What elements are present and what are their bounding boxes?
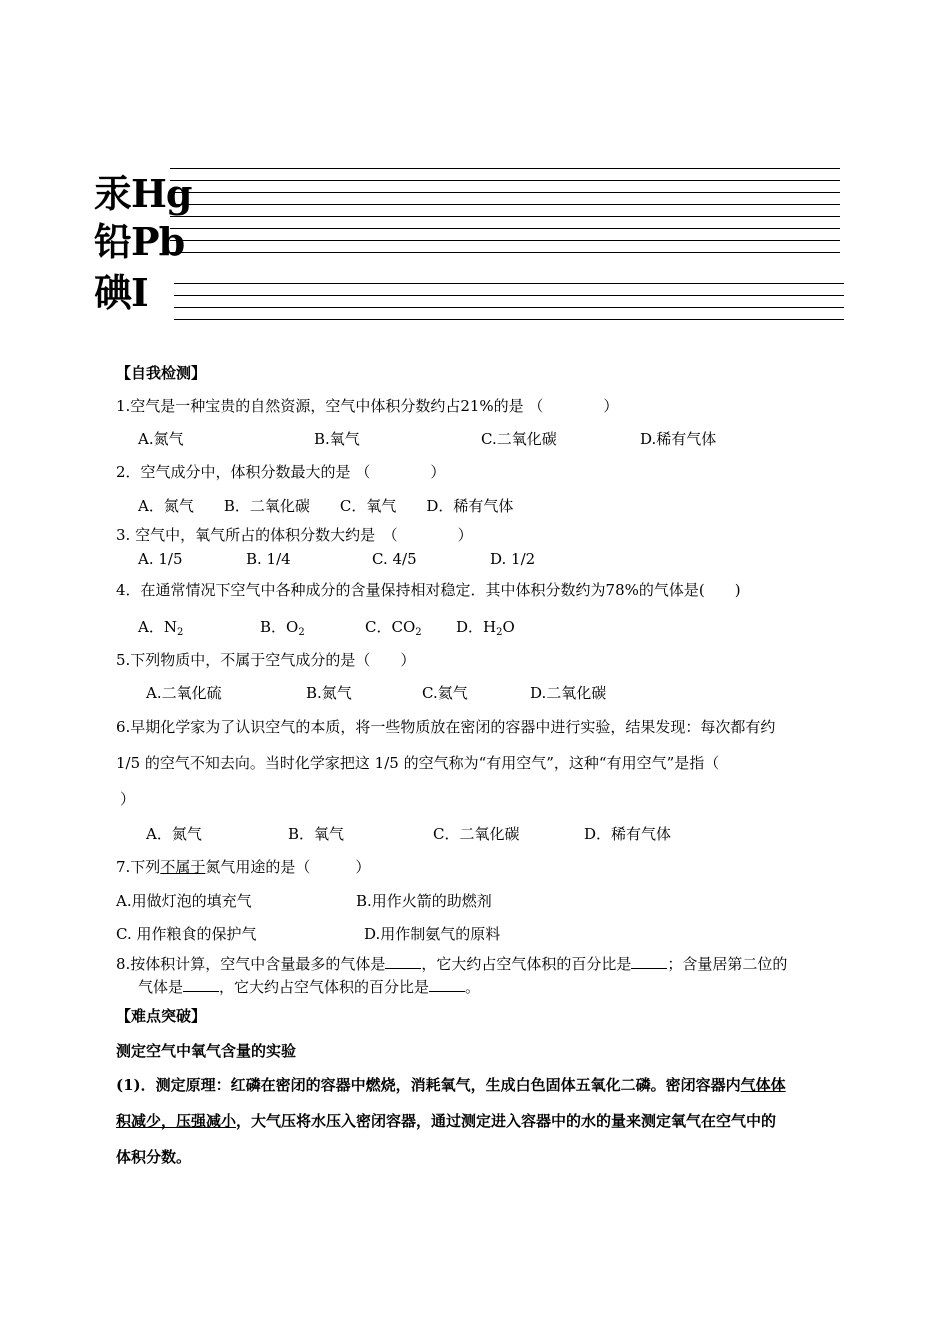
element-mercury-symbol: Hg (131, 171, 192, 216)
element-lead-symbol: Pb (131, 219, 185, 264)
difficulty-heading: 【难点突破】 (116, 1007, 207, 1025)
q4-option-d: D．$H_2O$ (456, 618, 515, 638)
element-mercury (94, 163, 192, 218)
q3-option-c: C. 4/5 (372, 550, 417, 568)
fill-blank[interactable] (183, 977, 219, 992)
writing-line (170, 192, 840, 193)
element-lead-cn: 铅 (94, 219, 132, 264)
writing-line (170, 204, 840, 205)
writing-line (174, 283, 844, 284)
q4-stem: 4．在通常情况下空气中各种成分的含量保持相对稳定．其中体积分数约为78%的气体是( ) (116, 581, 741, 599)
q6-option-d: D．稀有气体 (584, 825, 672, 843)
fill-blank[interactable] (631, 954, 667, 969)
q4-option-a: A．$N_2$ (138, 618, 184, 638)
q6-option-c: C．二氧化碳 (433, 825, 520, 843)
element-mercury-cn: 汞 (94, 171, 132, 216)
fill-blank[interactable] (385, 954, 421, 969)
q2-stem: 2．空气成分中，体积分数最大的是 （ ） (116, 463, 446, 481)
q1-option-c: C.二氧化碳 (481, 430, 557, 448)
q6-line3: ） (120, 790, 136, 808)
writing-line (174, 295, 844, 296)
q4-option-c: C．$CO_2$ (365, 618, 422, 638)
q8-line2: 气体是 ，它大约占空气体积的百分比是 。 (138, 978, 481, 996)
self-check-heading: 【自我检测】 (116, 364, 207, 382)
q1-option-d: D.稀有气体 (640, 430, 717, 448)
q1-option-b: B.氧气 (314, 430, 360, 448)
q5-option-b: B.氮气 (306, 684, 352, 702)
writing-line (170, 252, 840, 253)
q7-option-b: B.用作火箭的助燃剂 (356, 892, 492, 910)
q6-line2: 1/5 的空气不知去向。当时化学家把这 1/5 的空气称为“有用空气”，这种“有用空气”是指（ (116, 754, 720, 772)
writing-line (170, 180, 840, 181)
q7-stem: 7.下列不属于氮气用途的是（ ） (116, 858, 371, 876)
principle-line1: (1)．测定原理：红磷在密闭的容器中燃烧，消耗氧气，生成白色固体五氧化二磷。密闭容器内气体体 (116, 1076, 786, 1094)
writing-line (170, 168, 840, 169)
q3-stem: 3. 空气中，氧气所占的体积分数大约是 （ ） (116, 526, 473, 544)
q2-options: A．氮气 B．二氧化碳 C．氧气 D．稀有气体 (138, 497, 514, 515)
q3-option-d: D. 1/2 (490, 550, 536, 568)
fill-blank[interactable] (429, 977, 465, 992)
element-iodine (94, 262, 148, 317)
q3-option-b: B. 1/4 (246, 550, 291, 568)
q3-option-a: A. 1/5 (138, 550, 183, 568)
q4-option-b: B．$O_2$ (260, 618, 305, 638)
q5-option-a: A.二氧化硫 (146, 684, 222, 702)
q5-option-c: C.氦气 (422, 684, 468, 702)
writing-line (170, 240, 840, 241)
q1-stem: 1.空气是一种宝贵的自然资源，空气中体积分数约占21%的是 （ ） (116, 397, 619, 415)
q7-option-c: C. 用作粮食的保护气 (116, 925, 257, 943)
q8-line1: 8.按体积计算，空气中含量最多的气体是 ，它大约占空气体积的百分比是 ；含量居第二位的 (116, 955, 788, 973)
experiment-title: 测定空气中氧气含量的实验 (116, 1042, 297, 1060)
writing-line (174, 307, 844, 308)
element-iodine-cn: 碘 (94, 270, 132, 315)
q5-option-d: D.二氧化碳 (530, 684, 607, 702)
writing-line (170, 228, 840, 229)
q6-option-b: B．氧气 (288, 825, 345, 843)
q6-line1: 6.早期化学家为了认识空气的本质，将一些物质放在密闭的容器中进行实验，结果发现：每次都有约 (116, 718, 776, 736)
principle-line3: 体积分数。 (116, 1148, 192, 1166)
q1-option-a: A.氮气 (138, 430, 184, 448)
q7-option-a: A.用做灯泡的填充气 (116, 892, 252, 910)
writing-line (170, 216, 840, 217)
q5-stem: 5.下列物质中，不属于空气成分的是（ ） (116, 651, 416, 669)
q7-option-d: D.用作制氨气的原料 (364, 925, 501, 943)
principle-line2: 积减少，压强减小，大气压将水压入密闭容器，通过测定进入容器中的水的量来测定氧气在空气中的 (116, 1112, 777, 1130)
writing-line (174, 319, 844, 320)
element-iodine-symbol: I (131, 270, 148, 315)
element-lead (94, 211, 184, 266)
q6-option-a: A．氮气 (146, 825, 202, 843)
